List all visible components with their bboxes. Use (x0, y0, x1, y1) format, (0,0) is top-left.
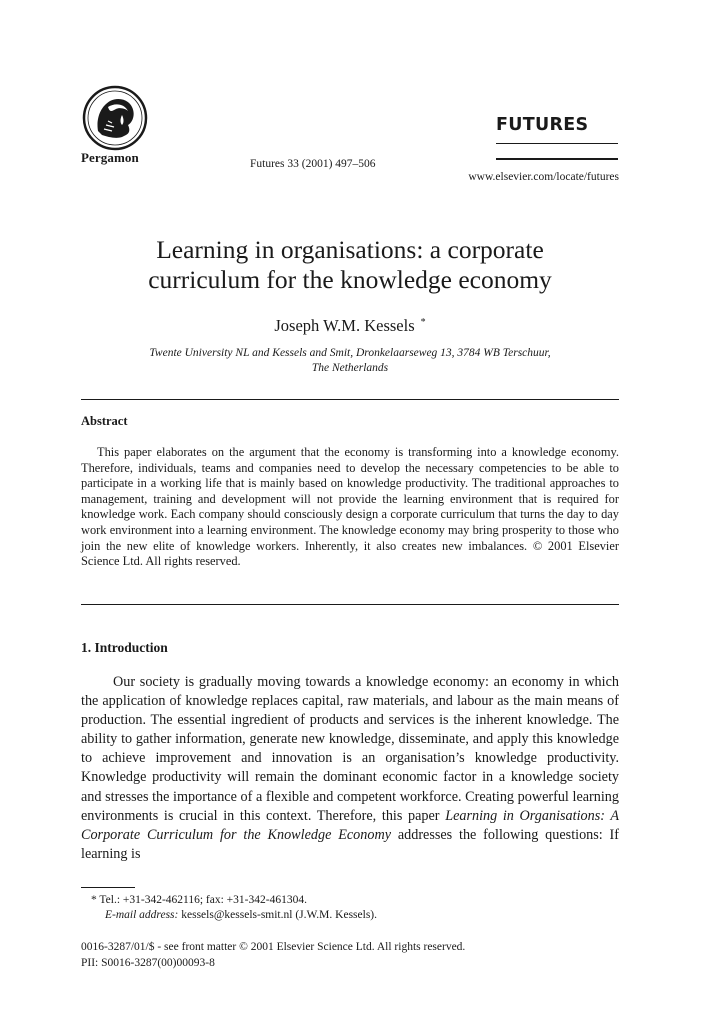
pergamon-logo (82, 85, 148, 151)
section-body (81, 673, 619, 864)
footnote-email (81, 908, 377, 922)
section-heading: 1. Introduction (81, 640, 168, 655)
affiliation-line: Twente University NL and Kessels and Smit, Dronkelaarseweg 13, 3784 WB Terschuur, (149, 347, 551, 359)
title-line: Learning in organisations: a corporate (156, 235, 544, 264)
affiliation-line: The Netherlands (311, 362, 389, 374)
footnote-rule (81, 887, 135, 888)
journal-name: FUTURES (496, 115, 589, 135)
body-text: Our society is gradually moving towards a knowledge economy: an economy in which the application of knowledge replaces capital, raw materials, and labour as the main means of production. The essential ingredient of products and services is the inherent knowledge. The ability to gather information, generate new knowledge, disseminate, and apply this knowledge to achieve improvement and innovation is an organisation’s knowledge productivity. Knowledge productivity will remain the dominant economic factor in a knowledge society and stresses the importance of a flexible and competent workforce. Creating powerful learning environments is crucial in this context. Therefore, this paper (81, 674, 619, 824)
footnote-tel: Tel.: +31-342-462116; fax: +31-342-461304. (99, 894, 307, 906)
footnote-mark: * (91, 894, 97, 906)
affiliation (80, 346, 620, 376)
body-italic-title: Learning in Organisations: A Corporate Curriculum for the Knowledge Economy (81, 807, 619, 843)
header-rule (496, 143, 618, 144)
body-text: addresses the following questions: If learning is (81, 826, 619, 862)
pii-line: PII: S0016-3287(00)00093-8 (81, 957, 215, 969)
author-name: Joseph W.M. Kessels (274, 316, 415, 335)
publisher-name: Pergamon (81, 150, 139, 165)
journal-url: www.elsevier.com/locate/futures (468, 171, 619, 183)
issn-line: 0016-3287/01/$ - see front matter © 2001 Elsevier Science Ltd. All rights reserved. (81, 941, 466, 953)
author-footnote-mark: * (420, 316, 426, 328)
abstract-top-rule (81, 399, 619, 400)
email-label: E-mail address: (105, 909, 179, 921)
footnote-contact (81, 893, 307, 907)
journal-citation: Futures 33 (2001) 497–506 (250, 158, 376, 170)
abstract-bottom-rule (81, 604, 619, 605)
header-rule-thick (496, 158, 618, 160)
article-title (80, 235, 620, 295)
title-line: curriculum for the knowledge economy (148, 265, 552, 294)
author-line (80, 316, 620, 336)
pergamon-emblem-icon (82, 85, 148, 151)
email-owner: (J.W.M. Kessels). (295, 909, 377, 921)
abstract-text: This paper elaborates on the argument that the economy is transforming into a knowledge economy. Therefore, individuals, teams and companies need to develop the necessary competencies to be able to participate in a working life that is mainly based on knowledge productivity. The traditional approaches to management, training and development will not provide the learning environment that is required for knowledge work. Each company should consciously design a corporate curriculum that turns the day to day work environment into a learning environment. The knowledge economy may bring prosperity to those who join the new elite of knowledge workers. Inherently, it also creates new imbalances. © 2001 Elsevier Science Ltd. All rights reserved. (81, 445, 619, 569)
email-address[interactable]: kessels@kessels-smit.nl (181, 909, 293, 921)
abstract-heading: Abstract (81, 414, 128, 428)
